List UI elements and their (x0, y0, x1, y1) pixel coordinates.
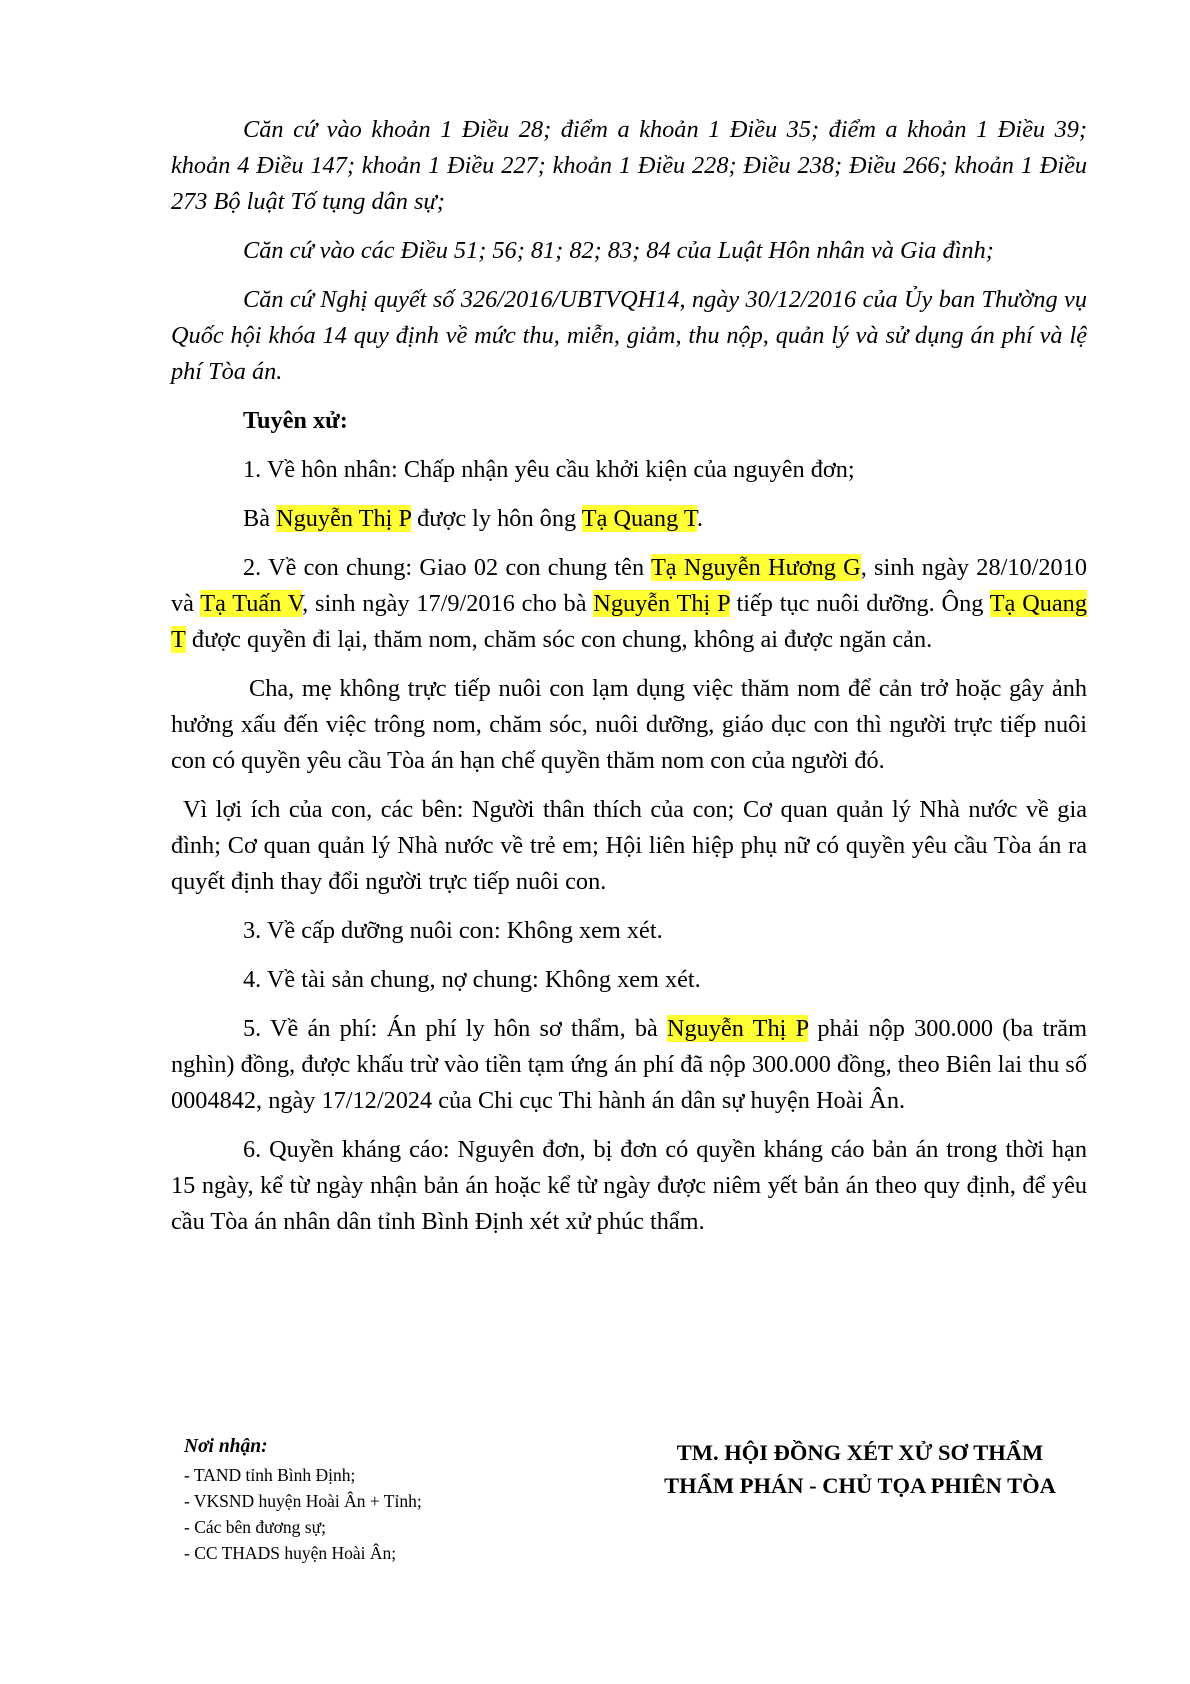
legal-basis-civil-procedure: Căn cứ vào khoản 1 Điều 28; điểm a khoản 1 Điều 35; điểm a khoản 1 Điều 39; khoản 4 Điều 147; khoản 1 Điều 227; khoản 1 Điều 228; Điều 238; Điều 266; khoản 1 Điều 273 Bộ luật Tố tụng dân sự; (171, 116, 1087, 215)
fee-payer-name: Nguyễn Thị P (666, 1015, 809, 1042)
item-child-support: 3. Về cấp dưỡng nuôi con: Không xem xét. (243, 917, 663, 944)
signature-council-title: TM. HỘI ĐỒNG XÉT XỬ SƠ THẨM (676, 1440, 1044, 1465)
item-court-fee (171, 1011, 1087, 1119)
recipient-item: - Các bên đương sự; (184, 1517, 326, 1537)
child-benefit-paragraph: Vì lợi ích của con, các bên: Người thân thích của con; Cơ quan quản lý Nhà nước về gia đình; Cơ quan quản lý Nhà nước về trẻ em; Hội liên hiệp phụ nữ có quyền yêu cầu Tòa án ra quyết định thay đổi người trực tiếp nuôi con. (171, 796, 1087, 895)
item-marriage: 1. Về hôn nhân: Chấp nhận yêu cầu khởi kiện của nguyên đơn; (243, 456, 855, 483)
divorce-text-pre: Bà (243, 505, 277, 532)
fee-text-2: phải nộp 300.000 (ba trăm nghìn) đồng, được khấu trừ vào tiền tạm ứng án phí đã nộp 300.000 đồng, theo Biên lai thu số 0004842, ngày 17/12/2024 của Chi cục Thi hành án dân sự huyện Hoài Ân. (171, 1015, 1087, 1114)
legal-basis-marriage-law: Căn cứ vào các Điều 51; 56; 81; 82; 83; 84 của Luật Hôn nhân và Gia đình; (243, 237, 994, 264)
recipient-item: - TAND tỉnh Bình Định; (184, 1465, 356, 1485)
signature-block (620, 1436, 1100, 1502)
child-name-1: Tạ Nguyễn Hương G (650, 554, 861, 581)
plaintiff-name: Nguyễn Thị P (276, 505, 412, 532)
verdict-heading: Tuyên xử: (243, 407, 348, 434)
defendant-name: Tạ Quang T (581, 505, 697, 532)
divorce-statement (171, 501, 1087, 537)
children-text-5: được quyền đi lại, thăm nom, chăm sóc con chung, không ai được ngăn cản. (185, 626, 933, 653)
judgment-body (171, 112, 1087, 1253)
divorce-text-end: . (696, 505, 703, 532)
fee-text-1: 5. Về án phí: Án phí ly hôn sơ thẩm, bà (243, 1015, 667, 1042)
recipient-item: - CC THADS huyện Hoài Ân; (184, 1543, 397, 1563)
custodian-name: Nguyễn Thị P (593, 590, 730, 617)
signature-judge-title: THẨM PHÁN - CHỦ TỌA PHIÊN TÒA (664, 1473, 1056, 1498)
item-children (171, 550, 1087, 658)
item-property: 4. Về tài sản chung, nợ chung: Không xem xét. (243, 966, 701, 993)
recipients-title: Nơi nhận: (184, 1436, 268, 1457)
children-text-4: tiếp tục nuôi dưỡng. Ông (729, 590, 990, 617)
recipients-block (184, 1436, 604, 1566)
parents-visitation-paragraph: Cha, mẹ không trực tiếp nuôi con lạm dụng việc thăm nom để cản trở hoặc gây ảnh hưởng xấu đến việc trông nom, chăm sóc, nuôi dưỡng, giáo dục con thì người trực tiếp nuôi con có quyền yêu cầu Tòa án hạn chế quyền thăm nom con của người đó. (171, 675, 1087, 774)
father-name: Tạ Quang T (171, 590, 1087, 653)
divorce-text-mid: được ly hôn ông (411, 505, 582, 532)
child-name-2: Tạ Tuấn V (200, 590, 303, 617)
children-text-3: , sinh ngày 17/9/2016 cho bà (302, 590, 594, 617)
recipient-item: - VKSND huyện Hoài Ân + Tỉnh; (184, 1491, 422, 1511)
legal-basis-resolution: Căn cứ Nghị quyết số 326/2016/UBTVQH14, ngày 30/12/2016 của Ủy ban Thường vụ Quốc hội khóa 14 quy định về mức thu, miễn, giảm, thu nộp, quản lý và sử dụng án phí và lệ phí Tòa án. (171, 286, 1087, 385)
item-appeal-right: 6. Quyền kháng cáo: Nguyên đơn, bị đơn có quyền kháng cáo bản án trong thời hạn 15 ngày, kể từ ngày nhận bản án hoặc kể từ ngày được niêm yết bản án theo quy định, để yêu cầu Tòa án nhân dân tỉnh Bình Định xét xử phúc thẩm. (171, 1136, 1087, 1235)
children-text-2: , sinh ngày 28/10/2010 và (171, 554, 1087, 617)
children-text-1: 2. Về con chung: Giao 02 con chung tên (243, 554, 651, 581)
